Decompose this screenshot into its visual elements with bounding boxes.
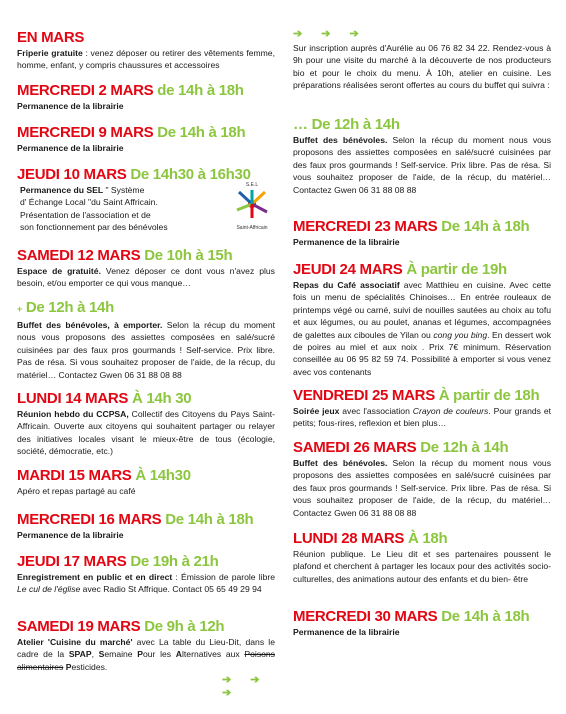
event-buffet-12-mars: + De 12h à 14h Buffet des bénévoles, à emporter. Selon la récup du moment nous vous proposons des assiettes composées en salé/sucré cuisinées par des faux pros gourmands ! Self-service. Prix libre. Pas de résa. Si vous souhaitez proposer de l'aide, de la récup, du matériel… Contactez Gwen 06 31 88 08 88 <box>17 299 275 380</box>
event-time: De 14h à 18h <box>437 608 530 625</box>
event-time: À partir de 19h <box>402 261 507 278</box>
event-time: De 12h à 14h <box>416 439 509 456</box>
event-time: … De 12h à 14h <box>293 116 400 133</box>
event-lundi-28-mars <box>293 530 551 585</box>
event-mardi-15-mars <box>17 467 275 497</box>
event-time: De 12h à 14h <box>21 299 114 316</box>
event-day: JEUDI 10 MARS <box>17 166 127 183</box>
event-buffet-19-mars <box>293 116 551 196</box>
event-day: JEUDI 24 MARS <box>293 261 403 278</box>
event-jeudi-10-mars <box>17 166 275 234</box>
event-day: LUNDI 14 MARS <box>17 390 129 407</box>
event-title: EN MARS <box>17 29 85 46</box>
event-day: JEUDI 17 MARS <box>17 553 127 570</box>
event-text: Réunion hebdo du CCPSA, Collectif des Citoyens du Pays Saint-Affricain. Ouverte aux citoyens qui souhaitent partager ou relayer des initiatives locales visant le mieux-être de tous (écologie, société, démocratie, etc.) <box>17 409 276 457</box>
event-text: Apéro et repas partagé au café <box>17 486 136 496</box>
event-time: De 9h à 12h <box>140 618 225 635</box>
event-day: MARDI 15 MARS <box>17 467 132 484</box>
event-text: Buffet des bénévoles. Selon la récup du moment nous vous proposons des assiettes composées en salé/sucré cuisinées par des faux pros gourmands ! Self-service. Prix libre. Pas de résa. Si vous souhaitez proposer de l'aide, de la récup, du matériel… Contactez Gwen 06 31 88 08 88 <box>293 135 551 195</box>
event-text: Atelier 'Cuisine du marché' avec La table du Lieu-Dit, dans le cadre de la SPAP, Semaine Pour les Alternatives aux Poisons alimentaires Pesticides. <box>17 637 275 672</box>
event-mercredi-2-mars <box>17 82 275 112</box>
event-text: Permanence de la librairie <box>293 627 400 637</box>
event-mercredi-23-mars <box>293 218 551 248</box>
event-mercredi-16-mars <box>17 511 275 541</box>
event-mercredi-9-mars <box>17 124 275 154</box>
event-text: Permanence de la librairie <box>17 101 124 111</box>
event-time: De 14h à 18h <box>161 511 254 528</box>
event-day: MERCREDI 16 MARS <box>17 511 162 528</box>
event-time: De 14h à 18h <box>437 218 530 235</box>
event-samedi-12-mars <box>17 247 275 290</box>
event-samedi-19-mars <box>17 618 275 673</box>
event-time: De 19h à 21h <box>126 553 219 570</box>
event-en-mars <box>17 29 275 72</box>
event-samedi-26-mars <box>293 439 551 519</box>
event-text: Enregistrement en public et en direct : Émission de parole libre Le cul de l'église avec Radio St Affrique. Contact 05 65 49 29 94 <box>17 572 275 595</box>
event-day: VENDREDI 25 MARS <box>293 387 435 404</box>
event-time: À partir de 18h <box>434 387 540 404</box>
event-day: LUNDI 28 MARS <box>293 530 405 547</box>
event-text: Buffet des bénévoles, à emporter. Selon la récup du moment nous vous proposons des assiettes composées en salé/sucré cuisinées par des faux pros gourmands ! Self-service. Prix libre. Pas de résa. Si vous souhaitez proposer de l'aide, de la récup, du matériel… Contactez Gwen 06 31 88 08 88 <box>17 320 275 380</box>
event-jeudi-17-mars <box>17 553 275 596</box>
event-text: Buffet des bénévoles. Selon la récup du moment nous vous proposons des assiettes composées en salé/sucré cuisinées par des faux pros gourmands ! Self-service. Prix libre. Pas de résa. Si vous souhaitez proposer de l'aide, de la récup, du matériel… Contactez Gwen 06 31 88 08 88 <box>293 458 551 518</box>
event-time: À 14h30 <box>131 467 191 484</box>
event-time: À 14h 30 <box>128 390 192 407</box>
event-day: SAMEDI 19 MARS <box>17 618 141 635</box>
event-text: Permanence du SEL " Système d' Échange Local "du Saint Affricain. Présentation de l'association et de son fonctionnement par des bénévoles <box>20 185 168 233</box>
sel-logo: S.E.L Saint-Affricain <box>236 182 268 231</box>
event-lundi-14-mars <box>17 390 275 458</box>
event-time: De 14h à 18h <box>153 124 246 141</box>
event-time: À 18h <box>404 530 448 547</box>
event-vendredi-25-mars <box>293 387 551 430</box>
continued-text: Sur inscription auprès d'Aurélie au 06 76 82 34 22. Rendez-vous à 9h pour une visite du marché à la découverte de nos producteurs bio et pour le choix du menu. À 10h, atelier en cuisine. Les préparations réalisées seront offertes au cours du buffet qui suivra : <box>293 43 551 91</box>
continue-arrows: ➔ ➔ ➔ <box>222 674 268 699</box>
event-text: Friperie gratuite : venez déposer ou retirer des vêtements femme, homme, enfant, y compris chaussures et accessoires <box>17 48 275 71</box>
continued-arrows: ➔ ➔ ➔ <box>293 28 367 40</box>
event-day: MERCREDI 2 MARS <box>17 82 154 99</box>
event-time: De 10h à 15h <box>140 247 233 264</box>
event-day: SAMEDI 26 MARS <box>293 439 417 456</box>
event-text: Permanence de la librairie <box>293 237 400 247</box>
event-jeudi-24-mars <box>293 261 551 378</box>
event-text: Repas du Café associatif avec Matthieu en cuisine. Avec cette fois un menu de spécialités Chinoises… En entrée rouleaux de printemps végé ou carné, suivi de nouilles sautées au choix au tofu et aux légumes, ou au poulet, ananas et légumes, accompagnées de galettes aux ciboules de Yilan ou cong you bing. En dessert wok de poires au miel et aux noix . Prix 7€ minimum. Réservation conseillée au 06 95 82 59 74. Possibilité à emporter si vous venez avec vos contenants <box>293 280 552 377</box>
event-text: Espace de gratuité. Venez déposer ce dont vous n'avez plus besoin, et/ou emporter ce qui vous manque… <box>17 266 275 289</box>
event-text: Permanence de la librairie <box>17 530 124 540</box>
event-time: De 14h30 à 16h30 <box>126 166 251 183</box>
event-mercredi-30-mars <box>293 608 551 638</box>
event-day: MERCREDI 23 MARS <box>293 218 438 235</box>
event-day: SAMEDI 12 MARS <box>17 247 141 264</box>
event-day: MERCREDI 9 MARS <box>17 124 154 141</box>
event-text: Soirée jeux avec l'association Crayon de couleurs. Pour grands et petits; fous-rires, reflexion et bien plus… <box>293 406 551 429</box>
event-day: MERCREDI 30 MARS <box>293 608 438 625</box>
event-text: Réunion publique. Le Lieu dit et ses partenaires poussent le plafond et cherchent à partager les locaux pour des activités socio-culturelles, des animations autour des enfants et du bien- être <box>293 549 551 584</box>
event-text: Permanence de la librairie <box>17 143 124 153</box>
event-time: de 14h à 18h <box>153 82 244 99</box>
